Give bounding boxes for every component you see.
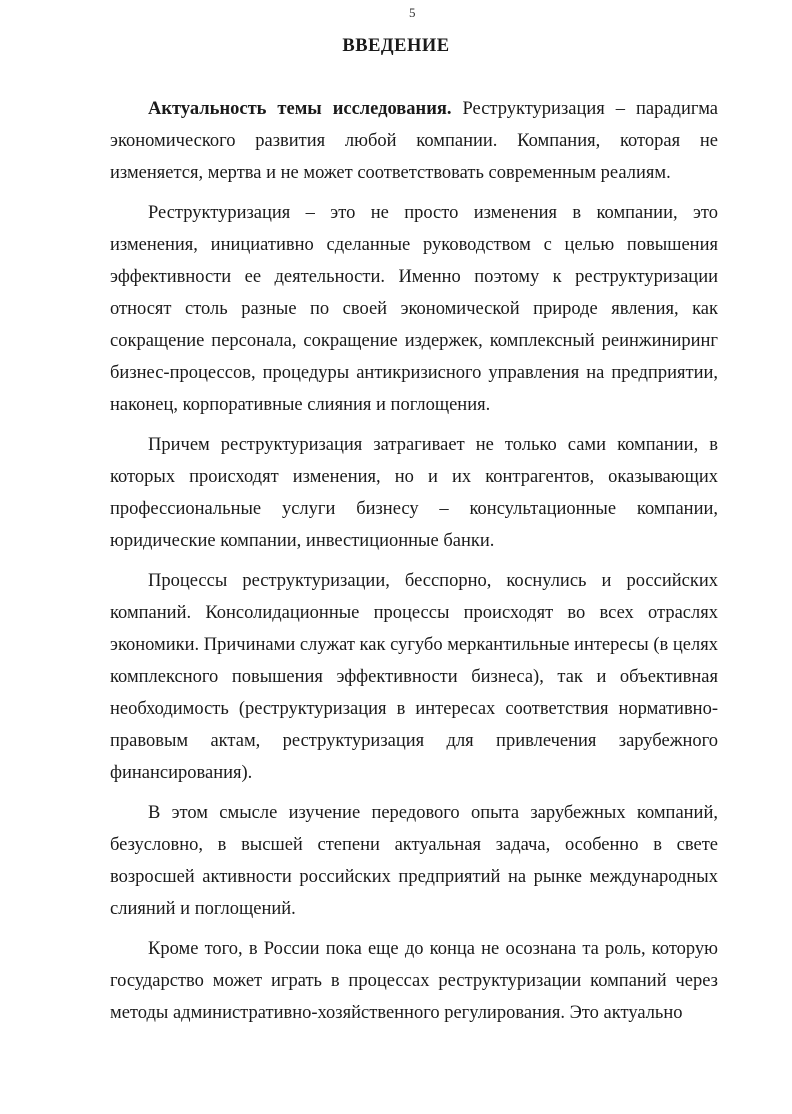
paragraph-lead-heading: Актуальность темы исследования. [148, 99, 452, 119]
document-body [110, 93, 718, 1037]
paragraph-text: Реструктуризация – парадигма экономического развития любой компании. Компания, которая не изменяется, мертва и не может соответствовать современным реалиям. [110, 99, 718, 183]
paragraph-foreign-experience: В этом смысле изучение передового опыта зарубежных компаний, безусловно, в высшей степени актуальная задача, особенно в свете возросшей активности российских предприятий на рынке международных слияний и поглощений. [110, 803, 718, 919]
paragraph-state-role: Кроме того, в России пока еще до конца не осознана та роль, которую государство может играть в процессах реструктуризации компаний через методы административно-хозяйственного регулирования. Это актуально [110, 939, 718, 1023]
paragraph-russian-companies: Процессы реструктуризации, бесспорно, коснулись и российских компаний. Консолидационные процессы происходят во всех отраслях экономики. Причинами служат как сугубо меркантильные интересы (в целях комплексного повышения эффективности бизнеса), так и объективная необходимость (реструктуризация в интересах соответствия нормативно-правовым актам, реструктуризация для привлечения зарубежного финансирования). [110, 571, 718, 783]
page-title: ВВЕДЕНИЕ [342, 36, 450, 56]
paragraph-restructuring-definition: Реструктуризация – это не просто изменения в компании, это изменения, инициативно сделанные руководством с целью повышения эффективности ее деятельности. Именно поэтому к реструктуризации относят столь разные по своей экономической природе явления, как сокращение персонала, сокращение издержек, комплексный реинжиниринг бизнес-процессов, процедуры антикризисного управления на предприятии, наконец, корпоративные слияния и поглощения. [110, 203, 718, 415]
paragraph-counterparties: Причем реструктуризация затрагивает не только сами компании, в которых происходят изменения, но и их контрагентов, оказывающих профессиональные услуги бизнесу – консультационные компании, юридические компании, инвестиционные банки. [110, 435, 718, 551]
paragraph-relevance [110, 93, 718, 189]
page-number: 5 [409, 5, 416, 20]
